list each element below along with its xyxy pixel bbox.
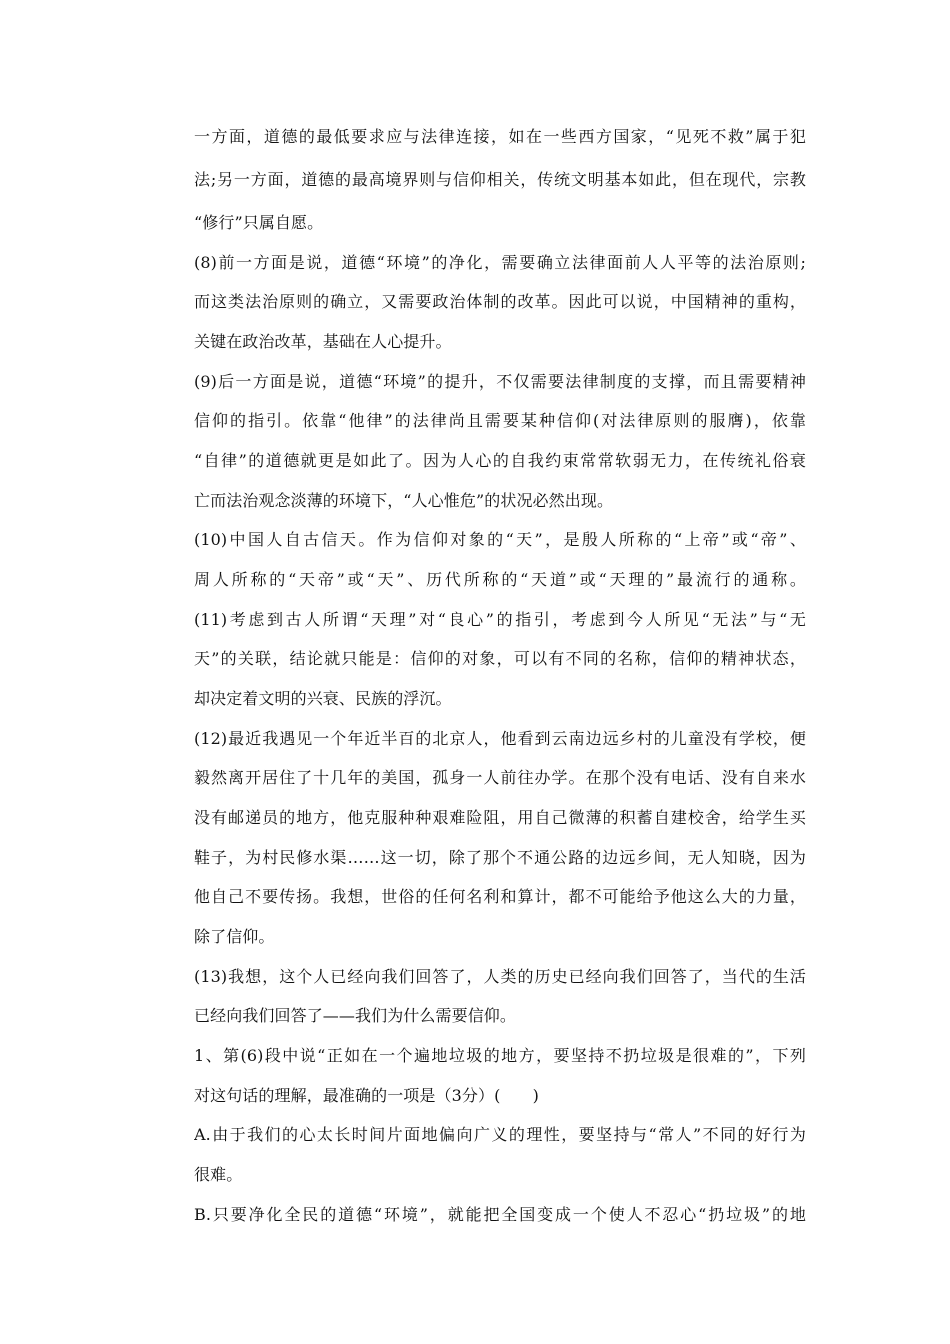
text-line: 一方面，道德的最低要求应与法律连接，如在一些西方国家，“见死不救”属于犯: [194, 127, 806, 146]
text-line: 已经向我们回答了——我们为什么需要信仰。: [194, 1006, 517, 1025]
question-line: 1、第(6)段中说“正如在一个遍地垃圾的地方，要坚持不扔垃圾是很难的”，下列: [194, 1046, 806, 1065]
text-line: “修行”只属自愿。: [194, 213, 324, 232]
text-line: (11)考虑到古人所谓“天理”对“良心”的指引，考虑到今人所见“无法”与“无: [194, 610, 806, 629]
text-line: 法;另一方面，道德的最高境界则与信仰相关，传统文明基本如此，但在现代，宗教: [194, 170, 806, 189]
text-line: 信仰的指引。依靠“他律”的法律尚且需要某种信仰(对法律原则的服膺)，依靠: [194, 411, 806, 430]
text-line: “自律”的道德就更是如此了。因为人心的自我约束常常软弱无力，在传统礼俗衰: [194, 451, 806, 470]
text-line: 周人所称的“天帝”或“天”、历代所称的“天道”或“天理的”最流行的通称。: [194, 570, 806, 589]
option-line: 很难。: [194, 1165, 243, 1184]
text-line: 天”的关联，结论就只能是：信仰的对象，可以有不同的名称，信仰的精神状态，: [194, 649, 806, 668]
question-line: 对这句话的理解，最准确的一项是（3分）( ): [194, 1086, 539, 1105]
text-line: 却决定着文明的兴衰、民族的浮沉。: [194, 689, 452, 708]
text-line: (13)我想，这个人已经向我们回答了，人类的历史已经向我们回答了，当代的生活: [194, 967, 806, 986]
text-line: 而这类法治原则的确立，又需要政治体制的改革。因此可以说，中国精神的重构，: [194, 292, 806, 311]
text-line: (9)后一方面是说，道德“环境”的提升，不仅需要法律制度的支撑，而且需要精神: [194, 372, 806, 391]
option-line: B.只要净化全民的道德“环境”，就能把全国变成一个使人不忍心“扔垃圾”的地: [194, 1205, 806, 1224]
text-line: 他自己不要传扬。我想，世俗的任何名利和算计，都不可能给予他这么大的力量，: [194, 887, 806, 906]
option-line: A.由于我们的心太长时间片面地偏向广义的理性，要坚持与“常人”不同的好行为: [194, 1125, 806, 1144]
text-line: 鞋子，为村民修水渠……这一切，除了那个不通公路的边远乡间，无人知晓，因为: [194, 848, 806, 867]
text-line: 除了信仰。: [194, 927, 275, 946]
text-line: (10)中国人自古信天。作为信仰对象的“天”，是殷人所称的“上帝”或“帝”、: [194, 530, 806, 549]
text-line: 亡而法治观念淡薄的环境下，“人心惟危”的状况必然出现。: [194, 491, 614, 510]
text-line: (12)最近我遇见一个年近半百的北京人，他看到云南边远乡村的儿童没有学校，便: [194, 729, 806, 748]
text-line: 关键在政治改革，基础在人心提升。: [194, 332, 452, 351]
text-line: (8)前一方面是说，道德“环境”的净化，需要确立法律面前人人平等的法治原则;: [194, 253, 806, 272]
text-line: 没有邮递员的地方，他克服种种艰难险阻，用自己微薄的积蓄自建校舍，给学生买: [194, 808, 806, 827]
text-line: 毅然离开居住了十几年的美国，孤身一人前往办学。在那个没有电话、没有自来水: [194, 768, 806, 787]
